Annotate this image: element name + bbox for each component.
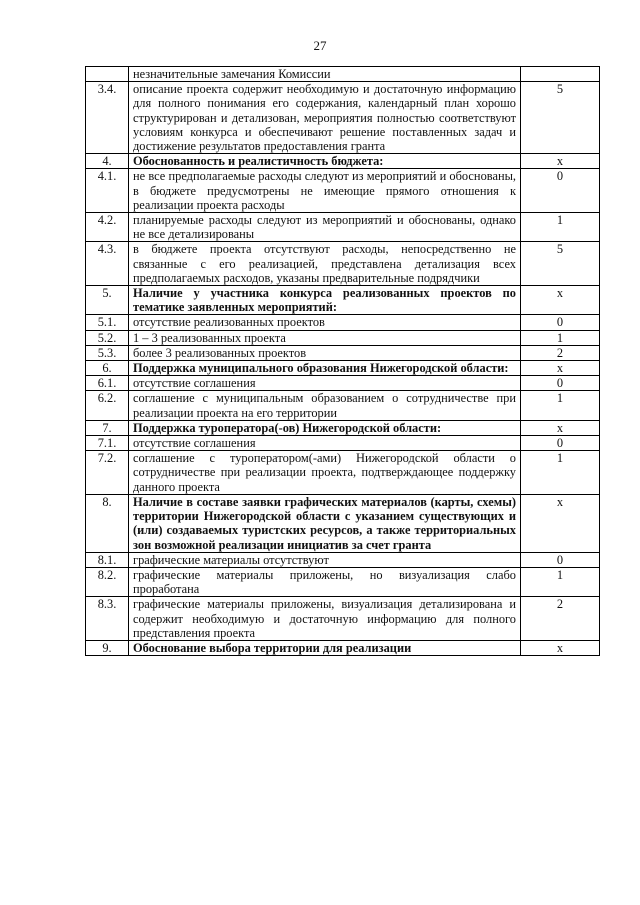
criterion-number: 4.3. <box>86 242 129 286</box>
criterion-score: 0 <box>521 315 600 330</box>
criterion-description: описание проекта содержит необходимую и достаточную информацию для полного понимания его содержания, календарный план хорошо структурирован и детализован, мероприятия полностью соответствуют условиям конкурса и обеспечивают решение поставленных задач и достижение результатов предоставления гранта <box>129 82 521 154</box>
criterion-score: 1 <box>521 213 600 242</box>
criterion-score: 2 <box>521 345 600 360</box>
criterion-number: 5.1. <box>86 315 129 330</box>
criterion-description: отсутствие соглашения <box>129 376 521 391</box>
criterion-score: 2 <box>521 597 600 641</box>
criterion-score: х <box>521 286 600 315</box>
table-row <box>86 67 600 82</box>
criterion-score: 1 <box>521 451 600 495</box>
criterion-description: отсутствие реализованных проектов <box>129 315 521 330</box>
criterion-score: х <box>521 494 600 552</box>
table-row <box>86 315 600 330</box>
table-row <box>86 213 600 242</box>
criterion-number: 4.2. <box>86 213 129 242</box>
criteria-table <box>85 66 600 656</box>
criterion-description: в бюджете проекта отсутствуют расходы, непосредственно не связанные с его реализацией, представлена детализация всех предполагаемых расходов, указаны предварительные подрядчики <box>129 242 521 286</box>
table-row <box>86 567 600 596</box>
criterion-score: 1 <box>521 330 600 345</box>
criterion-score <box>521 67 600 82</box>
table-row <box>86 494 600 552</box>
criterion-number: 6.1. <box>86 376 129 391</box>
table-row <box>86 330 600 345</box>
criterion-description: графические материалы приложены, визуализация детализирована и содержит необходимую и достаточную информацию для полного представления проекта <box>129 597 521 641</box>
criterion-heading: Обоснованность и реалистичность бюджета: <box>129 154 521 169</box>
criterion-number: 5. <box>86 286 129 315</box>
criterion-number: 7. <box>86 420 129 435</box>
criterion-score: х <box>521 361 600 376</box>
table-row <box>86 640 600 655</box>
criterion-score: х <box>521 420 600 435</box>
criterion-score: 0 <box>521 169 600 213</box>
criterion-description: не все предполагаемые расходы следуют из мероприятий и обоснованы, в бюджете предусмотрены не имеющие прямого отношения к реализации проекта расходы <box>129 169 521 213</box>
criterion-number: 8. <box>86 494 129 552</box>
criterion-heading: Наличие у участника конкурса реализованных проектов по тематике заявленных мероприятий: <box>129 286 521 315</box>
criterion-score: х <box>521 154 600 169</box>
criterion-description: графические материалы приложены, но визуализация слабо проработана <box>129 567 521 596</box>
criterion-number: 6.2. <box>86 391 129 420</box>
criterion-number: 6. <box>86 361 129 376</box>
criterion-number: 5.2. <box>86 330 129 345</box>
criterion-number: 7.2. <box>86 451 129 495</box>
criterion-description: планируемые расходы следуют из мероприятий и обоснованы, однако не все детализированы <box>129 213 521 242</box>
table-row <box>86 376 600 391</box>
criterion-number: 9. <box>86 640 129 655</box>
table-row <box>86 451 600 495</box>
criterion-number: 8.2. <box>86 567 129 596</box>
page-number: 27 <box>313 38 327 53</box>
table-row <box>86 345 600 360</box>
table-row <box>86 242 600 286</box>
criterion-score: 0 <box>521 436 600 451</box>
criterion-score: 1 <box>521 391 600 420</box>
table-row <box>86 391 600 420</box>
criterion-number <box>86 67 129 82</box>
criterion-description: отсутствие соглашения <box>129 436 521 451</box>
criterion-score: 5 <box>521 242 600 286</box>
table-row <box>86 82 600 154</box>
table-row <box>86 420 600 435</box>
criterion-description: соглашение с туроператором(-ами) Нижегородской области о сотрудничестве при реализации проекта, подтверждающее поддержку данного проекта <box>129 451 521 495</box>
table-row <box>86 169 600 213</box>
criterion-heading: Поддержка муниципального образования Нижегородской области: <box>129 361 521 376</box>
table-row <box>86 597 600 641</box>
criterion-description: 1 – 3 реализованных проекта <box>129 330 521 345</box>
criterion-heading: Поддержка туроператора(-ов) Нижегородской области: <box>129 420 521 435</box>
criterion-number: 5.3. <box>86 345 129 360</box>
criterion-number: 7.1. <box>86 436 129 451</box>
criterion-number: 3.4. <box>86 82 129 154</box>
criterion-description: незначительные замечания Комиссии <box>129 67 521 82</box>
criterion-heading: Обоснование выбора территории для реализации <box>129 640 521 655</box>
table-row <box>86 154 600 169</box>
criterion-number: 8.1. <box>86 552 129 567</box>
criterion-score: 5 <box>521 82 600 154</box>
criterion-score: х <box>521 640 600 655</box>
criterion-score: 0 <box>521 376 600 391</box>
table-row <box>86 436 600 451</box>
criterion-score: 1 <box>521 567 600 596</box>
criterion-description: графические материалы отсутствуют <box>129 552 521 567</box>
criterion-heading: Наличие в составе заявки графических материалов (карты, схемы) территории Нижегородской области с указанием существующих и (или) создаваемых туристских ресурсов, а также территориальных зон возможной реализации инициатив за счет гранта <box>129 494 521 552</box>
criteria-table-body <box>86 67 600 656</box>
criterion-score: 0 <box>521 552 600 567</box>
table-row <box>86 286 600 315</box>
criterion-number: 4. <box>86 154 129 169</box>
criterion-description: соглашение с муниципальным образованием о сотрудничестве при реализации проекта на его территории <box>129 391 521 420</box>
criterion-number: 8.3. <box>86 597 129 641</box>
table-row <box>86 361 600 376</box>
table-row <box>86 552 600 567</box>
criterion-description: более 3 реализованных проектов <box>129 345 521 360</box>
criterion-number: 4.1. <box>86 169 129 213</box>
